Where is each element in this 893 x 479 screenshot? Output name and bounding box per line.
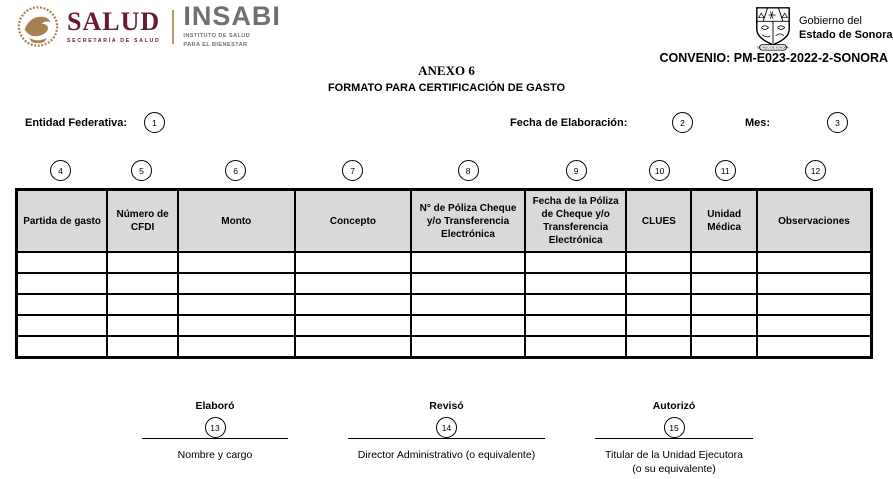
table-cell [107, 252, 178, 273]
ref-circle-10: 10 [649, 160, 670, 181]
table-cell [178, 252, 295, 273]
page-subtitle: FORMATO PARA CERTIFICACIÓN DE GASTO [327, 82, 566, 94]
table-cell [178, 336, 295, 358]
table-cell [411, 252, 525, 273]
salud-logo-subtitle: SECRETARÍA DE SALUD [67, 38, 161, 44]
table-cell [17, 336, 108, 358]
document-titles [0, 63, 893, 94]
ref-circle-12: 12 [805, 160, 826, 181]
table-body [17, 252, 872, 358]
gasto-table-header [17, 190, 872, 253]
col-header-partida: Partida de gasto [17, 190, 108, 253]
table-cell [626, 273, 691, 294]
ref-circle-13: 13 [205, 417, 226, 438]
table-cell [107, 294, 178, 315]
table-cell [107, 336, 178, 358]
table-cell [17, 315, 108, 336]
table-row [17, 252, 872, 273]
col-header-concepto: Concepto [295, 190, 412, 253]
col-header-observaciones: Observaciones [757, 190, 871, 253]
table-cell [691, 315, 757, 336]
table-row [17, 273, 872, 294]
signature-caption-line2: (o su equivalente) [632, 463, 716, 476]
table-cell [295, 273, 412, 294]
gasto-table [15, 188, 873, 359]
ref-circle-11: 11 [715, 160, 736, 181]
table-cell [626, 252, 691, 273]
col-header-fecha-poliza: Fecha de la Póliza de Cheque y/o Transferencia Electrónica [525, 190, 627, 253]
ref-circle-4: 4 [50, 160, 71, 181]
signature-line [348, 438, 545, 439]
table-cell [17, 273, 108, 294]
ref-circle-7: 7 [342, 160, 363, 181]
header-branding-left [16, 3, 281, 50]
ref-circle-14: 14 [436, 417, 457, 438]
table-cell [757, 273, 871, 294]
table-row [17, 336, 872, 358]
signature-line [595, 438, 753, 439]
table-cell [411, 273, 525, 294]
table-cell [525, 336, 627, 358]
fecha-elaboracion-label: Fecha de Elaboración: [510, 117, 628, 129]
header-branding-right [753, 6, 893, 51]
table-cell [411, 294, 525, 315]
table-cell [178, 294, 295, 315]
table-cell [757, 294, 871, 315]
signature-caption: Nombre y cargo [177, 449, 253, 461]
ref-circle-1: 1 [144, 112, 165, 133]
ref-circle-6: 6 [225, 160, 246, 181]
table-cell [691, 252, 757, 273]
table-cell [295, 315, 412, 336]
ref-circle-15: 15 [664, 417, 685, 438]
column-ref-row [15, 160, 873, 181]
table-cell [17, 294, 108, 315]
signature-block-reviso [348, 400, 545, 462]
col-header-monto: Monto [178, 190, 295, 253]
ref-circle-3: 3 [827, 112, 848, 133]
table-cell [626, 315, 691, 336]
table-cell [525, 294, 627, 315]
sonora-line2: Estado de Sonora [799, 28, 893, 41]
ref-circle-2: 2 [672, 112, 693, 133]
table-cell [525, 252, 627, 273]
table-cell [295, 252, 412, 273]
table-cell [411, 336, 525, 358]
table-cell [295, 336, 412, 358]
table-cell [107, 315, 178, 336]
col-header-poliza: N° de Póliza Cheque y/o Transferencia Electrónica [411, 190, 525, 253]
table-cell [295, 294, 412, 315]
col-header-cfdi: Número de CFDI [107, 190, 178, 253]
table-cell [107, 273, 178, 294]
salud-eagle-icon [16, 3, 60, 50]
ref-circle-9: 9 [566, 160, 587, 181]
table-cell [757, 336, 871, 358]
logo-divider [172, 10, 174, 44]
signature-title: Elaboró [195, 400, 235, 412]
table-cell [626, 294, 691, 315]
salud-logo-text: SALUD [67, 7, 161, 36]
signature-line [142, 438, 288, 439]
salud-wordmark [67, 9, 160, 44]
table-cell [691, 336, 757, 358]
table-cell [411, 315, 525, 336]
table-row [17, 315, 872, 336]
table-cell [757, 252, 871, 273]
signature-caption: Titular de la Unidad Ejecutora [605, 449, 743, 461]
table-cell [525, 315, 627, 336]
table-row [17, 294, 872, 315]
signature-caption: Director Administrativo (o equivalente) [357, 449, 536, 461]
insabi-wordmark [183, 3, 281, 50]
convenio-number: CONVENIO: PM-E023-2022-2-SONORA [659, 51, 888, 65]
sonora-shield-icon [753, 6, 793, 51]
sonora-line1: Gobierno del [799, 14, 862, 27]
signature-title: Revisó [429, 400, 464, 412]
table-cell [757, 315, 871, 336]
table-cell [626, 336, 691, 358]
table-cell [691, 273, 757, 294]
page-title: ANEXO 6 [418, 63, 475, 78]
signature-block-autorizo [595, 400, 753, 475]
signature-title: Autorizó [652, 400, 696, 412]
sonora-gov-text [799, 15, 893, 43]
table-cell [17, 252, 108, 273]
ref-circle-8: 8 [458, 160, 479, 181]
table-cell [525, 273, 627, 294]
insabi-logo-text: INSABI [183, 1, 281, 32]
col-header-clues: CLUES [626, 190, 691, 253]
table-cell [691, 294, 757, 315]
table-cell [178, 273, 295, 294]
signature-block-elaboro [142, 400, 288, 462]
table-cell [178, 315, 295, 336]
col-header-unidad-medica: Unidad Médica [691, 190, 757, 253]
entidad-federativa-label: Entidad Federativa: [25, 117, 128, 129]
insabi-logo-subtitle: INSTITUTO DE SALUD PARA EL BIENESTAR [183, 33, 251, 48]
sonora-banner-text: ESTADO DE SONORA [757, 45, 789, 50]
mes-label: Mes: [745, 117, 771, 129]
ref-circle-5: 5 [131, 160, 152, 181]
